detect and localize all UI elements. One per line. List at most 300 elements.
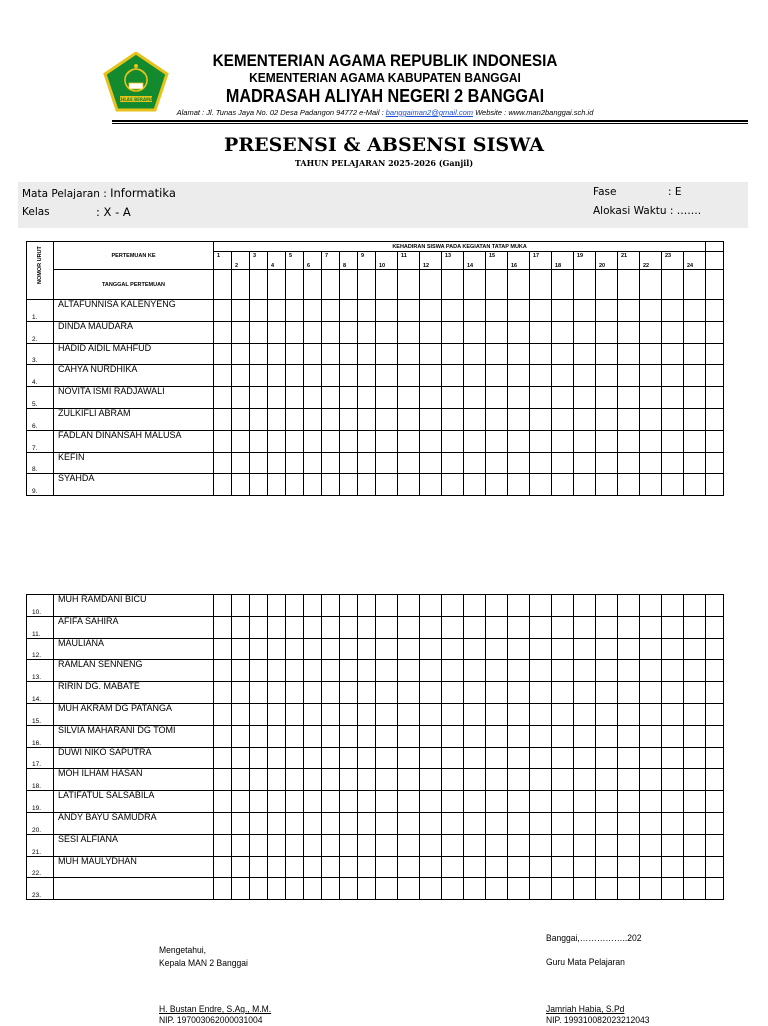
attendance-cell	[340, 474, 358, 496]
attendance-cell	[508, 408, 530, 430]
attendance-cell	[596, 878, 618, 900]
attendance-cell	[322, 430, 340, 452]
attendance-cell	[530, 595, 552, 617]
attendance-cell	[420, 452, 442, 474]
attendance-cell	[530, 812, 552, 834]
date-cell	[250, 270, 268, 300]
attendance-cell	[398, 747, 420, 769]
attendance-cell	[340, 769, 358, 791]
attendance-cell	[464, 408, 486, 430]
attendance-cell	[574, 408, 596, 430]
attendance-cell	[552, 595, 574, 617]
attendance-cell	[304, 791, 322, 813]
attendance-cell	[684, 747, 706, 769]
attendance-cell	[286, 769, 304, 791]
student-row	[27, 474, 724, 496]
attendance-cell	[376, 660, 398, 682]
attendance-cell	[304, 703, 322, 725]
attendance-cell	[684, 682, 706, 704]
attendance-cell	[640, 638, 662, 660]
attendance-cell	[486, 747, 508, 769]
attendance-cell	[376, 856, 398, 878]
attendance-cell	[596, 638, 618, 660]
attendance-cell	[508, 812, 530, 834]
attendance-cell	[398, 834, 420, 856]
attendance-cell	[420, 834, 442, 856]
attendance-cell	[358, 703, 376, 725]
attendance-cell	[214, 725, 232, 747]
attendance-cell	[268, 747, 286, 769]
attendance-cell	[618, 387, 640, 409]
attendance-cell	[286, 747, 304, 769]
attendance-cell	[662, 300, 684, 322]
date-cell	[684, 270, 706, 300]
attendance-cell	[530, 452, 552, 474]
tanggal-header: TANGGAL PERTEMUAN	[54, 270, 214, 300]
attendance-cell	[486, 660, 508, 682]
meeting-number: 21	[618, 252, 640, 270]
attendance-cell	[530, 616, 552, 638]
attendance-cell	[232, 682, 250, 704]
student-number: 2.	[27, 321, 54, 343]
attendance-cell	[596, 430, 618, 452]
attendance-cell	[574, 856, 596, 878]
attendance-cell	[618, 703, 640, 725]
attendance-cell	[486, 300, 508, 322]
attendance-cell	[618, 616, 640, 638]
attendance-cell	[662, 878, 684, 900]
attendance-cell	[684, 365, 706, 387]
attendance-cell	[304, 474, 322, 496]
attendance-cell	[376, 452, 398, 474]
attendance-cell	[358, 595, 376, 617]
attendance-cell	[322, 747, 340, 769]
attendance-cell	[530, 682, 552, 704]
attendance-cell	[486, 682, 508, 704]
attendance-cell	[640, 616, 662, 638]
student-row	[27, 452, 724, 474]
attendance-cell	[358, 387, 376, 409]
attendance-cell	[618, 430, 640, 452]
attendance-cell	[340, 452, 358, 474]
attendance-cell	[662, 408, 684, 430]
attendance-cell	[552, 703, 574, 725]
attendance-cell	[232, 408, 250, 430]
attendance-cell	[420, 595, 442, 617]
attendance-cell	[662, 452, 684, 474]
attendance-cell	[250, 725, 268, 747]
place-date: Banggai,……………..202	[546, 933, 642, 944]
student-name: MUH MAULYDHAN	[54, 856, 214, 878]
attendance-cell	[640, 321, 662, 343]
attendance-cell	[618, 856, 640, 878]
attendance-cell	[508, 365, 530, 387]
attendance-cell	[684, 387, 706, 409]
student-name: AFIFA SAHIRA	[54, 616, 214, 638]
attendance-cell	[358, 452, 376, 474]
meeting-number: 6	[304, 252, 322, 270]
attendance-cell	[530, 725, 552, 747]
attendance-cell	[640, 703, 662, 725]
attendance-cell	[684, 638, 706, 660]
attendance-cell	[574, 343, 596, 365]
attendance-cell	[486, 769, 508, 791]
attendance-cell	[268, 725, 286, 747]
attendance-cell	[398, 682, 420, 704]
attendance-cell	[464, 430, 486, 452]
date-cell	[442, 270, 464, 300]
date-cell	[304, 270, 322, 300]
attendance-cell	[486, 387, 508, 409]
attendance-cell	[706, 791, 724, 813]
attendance-cell	[464, 769, 486, 791]
attendance-cell	[442, 616, 464, 638]
date-cell	[574, 270, 596, 300]
attendance-cell	[232, 856, 250, 878]
attendance-cell	[486, 812, 508, 834]
attendance-table-page-1	[26, 241, 724, 496]
student-row	[27, 595, 724, 617]
attendance-cell	[508, 474, 530, 496]
attendance-cell	[552, 660, 574, 682]
attendance-cell	[662, 725, 684, 747]
student-number: 21.	[27, 834, 54, 856]
student-name	[54, 878, 214, 900]
attendance-cell	[530, 769, 552, 791]
attendance-cell	[640, 812, 662, 834]
attendance-cell	[574, 452, 596, 474]
attendance-cell	[684, 343, 706, 365]
attendance-cell	[640, 747, 662, 769]
attendance-cell	[530, 747, 552, 769]
attendance-cell	[684, 703, 706, 725]
attendance-cell	[464, 321, 486, 343]
attendance-cell	[508, 595, 530, 617]
attendance-cell	[376, 791, 398, 813]
attendance-cell	[420, 747, 442, 769]
attendance-cell	[286, 856, 304, 878]
attendance-cell	[464, 452, 486, 474]
attendance-cell	[358, 474, 376, 496]
attendance-cell	[508, 638, 530, 660]
student-number: 12.	[27, 638, 54, 660]
attendance-cell	[286, 452, 304, 474]
attendance-cell	[376, 300, 398, 322]
attendance-cell	[358, 682, 376, 704]
attendance-cell	[232, 725, 250, 747]
student-row	[27, 725, 724, 747]
attendance-cell	[340, 834, 358, 856]
attendance-cell	[552, 365, 574, 387]
date-cell	[508, 270, 530, 300]
attendance-cell	[684, 878, 706, 900]
attendance-cell	[464, 878, 486, 900]
date-cell	[286, 270, 304, 300]
attendance-cell	[640, 365, 662, 387]
attendance-cell	[596, 616, 618, 638]
attendance-cell	[684, 474, 706, 496]
address-suffix: Website : www.man2banggai.sch.id	[475, 108, 594, 117]
attendance-cell	[214, 769, 232, 791]
attendance-cell	[420, 365, 442, 387]
attendance-cell	[508, 725, 530, 747]
attendance-cell	[640, 452, 662, 474]
student-number: 18.	[27, 769, 54, 791]
date-cell	[376, 270, 398, 300]
principal-name: H. Bustan Endre, S.Ag., M.M.	[159, 1004, 272, 1015]
attendance-cell	[530, 660, 552, 682]
attendance-cell	[376, 812, 398, 834]
attendance-cell	[304, 365, 322, 387]
attendance-cell	[420, 856, 442, 878]
attendance-cell	[530, 856, 552, 878]
attendance-cell	[552, 812, 574, 834]
attendance-cell	[304, 725, 322, 747]
student-name: SYAHDA	[54, 474, 214, 496]
attendance-cell	[596, 725, 618, 747]
attendance-cell	[442, 452, 464, 474]
attendance-cell	[508, 616, 530, 638]
attendance-cell	[464, 703, 486, 725]
attendance-cell	[268, 408, 286, 430]
student-number: 7.	[27, 430, 54, 452]
attendance-cell	[286, 834, 304, 856]
student-row	[27, 703, 724, 725]
attendance-cell	[552, 725, 574, 747]
attendance-cell	[684, 321, 706, 343]
attendance-cell	[530, 638, 552, 660]
date-cell	[340, 270, 358, 300]
attendance-cell	[304, 321, 322, 343]
attendance-cell	[420, 878, 442, 900]
student-number: 1.	[27, 300, 54, 322]
attendance-cell	[304, 452, 322, 474]
student-name: ANDY BAYU SAMUDRA	[54, 812, 214, 834]
attendance-cell	[442, 660, 464, 682]
attendance-cell	[706, 408, 724, 430]
attendance-cell	[574, 321, 596, 343]
attendance-cell	[340, 343, 358, 365]
attendance-cell	[268, 365, 286, 387]
attendance-cell	[486, 856, 508, 878]
attendance-cell	[574, 834, 596, 856]
attendance-cell	[684, 452, 706, 474]
attendance-cell	[442, 430, 464, 452]
date-cell	[358, 270, 376, 300]
teacher-title: Guru Mata Pelajaran	[546, 957, 625, 968]
attendance-cell	[304, 408, 322, 430]
header-divider-thin	[112, 123, 748, 124]
attendance-cell	[250, 300, 268, 322]
meeting-number: 22	[640, 252, 662, 270]
attendance-cell	[464, 638, 486, 660]
attendance-cell	[486, 430, 508, 452]
attendance-cell	[618, 321, 640, 343]
attendance-cell	[304, 834, 322, 856]
student-name: MOH ILHAM HASAN	[54, 769, 214, 791]
attendance-cell	[340, 682, 358, 704]
attendance-cell	[250, 747, 268, 769]
attendance-cell	[304, 616, 322, 638]
attendance-cell	[596, 769, 618, 791]
attendance-cell	[640, 595, 662, 617]
attendance-cell	[442, 834, 464, 856]
attendance-cell	[574, 595, 596, 617]
student-number: 16.	[27, 725, 54, 747]
attendance-cell	[398, 791, 420, 813]
attendance-cell	[286, 812, 304, 834]
attendance-cell	[250, 452, 268, 474]
attendance-cell	[286, 703, 304, 725]
student-name: KEFIN	[54, 452, 214, 474]
attendance-cell	[268, 660, 286, 682]
subject-value: Informatika	[110, 186, 176, 200]
attendance-cell	[376, 474, 398, 496]
attendance-cell	[640, 660, 662, 682]
student-row	[27, 430, 724, 452]
attendance-cell	[420, 343, 442, 365]
attendance-cell	[322, 387, 340, 409]
attendance-cell	[464, 365, 486, 387]
attendance-cell	[358, 725, 376, 747]
attendance-cell	[618, 682, 640, 704]
attendance-cell	[640, 856, 662, 878]
attendance-cell	[618, 595, 640, 617]
attendance-cell	[508, 430, 530, 452]
address-prefix: Alamat : Jl. Tunas Jaya No. 02 Desa Padangon 94772 e-Mail :	[176, 108, 384, 117]
student-number: 23.	[27, 878, 54, 900]
acknowledged-label: Mengetahui,	[159, 945, 207, 956]
attendance-cell	[596, 387, 618, 409]
attendance-cell	[618, 725, 640, 747]
student-name: RIRIN DG. MABATE	[54, 682, 214, 704]
attendance-cell	[304, 638, 322, 660]
email-link[interactable]: banggaiman2@gmail.com	[385, 108, 474, 117]
attendance-cell	[358, 747, 376, 769]
attendance-cell	[574, 791, 596, 813]
attendance-cell	[618, 408, 640, 430]
attendance-cell	[358, 878, 376, 900]
attendance-cell	[706, 343, 724, 365]
kemenag-logo-icon	[103, 52, 169, 112]
attendance-cell	[464, 682, 486, 704]
attendance-cell	[322, 812, 340, 834]
attendance-cell	[552, 747, 574, 769]
meeting-number: 15	[486, 252, 508, 270]
attendance-cell	[232, 703, 250, 725]
student-name: SESI ALFIANA	[54, 834, 214, 856]
meeting-number: 24	[684, 252, 706, 270]
attendance-cell	[340, 856, 358, 878]
attendance-cell	[376, 747, 398, 769]
attendance-cell	[286, 365, 304, 387]
attendance-cell	[442, 682, 464, 704]
attendance-cell	[552, 616, 574, 638]
attendance-cell	[376, 878, 398, 900]
meeting-number: 2	[232, 252, 250, 270]
date-cell	[464, 270, 486, 300]
attendance-cell	[508, 834, 530, 856]
attendance-cell	[662, 747, 684, 769]
student-row	[27, 300, 724, 322]
attendance-cell	[376, 387, 398, 409]
attendance-cell	[420, 769, 442, 791]
attendance-cell	[322, 616, 340, 638]
attendance-cell	[706, 452, 724, 474]
attendance-cell	[268, 791, 286, 813]
attendance-cell	[442, 703, 464, 725]
attendance-cell	[662, 660, 684, 682]
attendance-cell	[442, 769, 464, 791]
attendance-cell	[486, 638, 508, 660]
school-heading: MADRASAH ALIYAH NEGERI 2 BANGGAI	[225, 86, 545, 106]
attendance-cell	[662, 365, 684, 387]
attendance-cell	[268, 321, 286, 343]
date-cell	[232, 270, 250, 300]
attendance-cell	[508, 452, 530, 474]
attendance-cell	[442, 638, 464, 660]
attendance-cell	[268, 387, 286, 409]
attendance-cell	[442, 321, 464, 343]
attendance-cell	[640, 430, 662, 452]
attendance-cell	[268, 300, 286, 322]
attendance-cell	[552, 430, 574, 452]
student-number: 4.	[27, 365, 54, 387]
attendance-cell	[442, 812, 464, 834]
attendance-cell	[640, 408, 662, 430]
attendance-cell	[684, 812, 706, 834]
student-row	[27, 638, 724, 660]
attendance-cell	[214, 365, 232, 387]
attendance-cell	[640, 791, 662, 813]
attendance-cell	[618, 747, 640, 769]
date-cell	[706, 270, 724, 300]
attendance-cell	[340, 660, 358, 682]
attendance-cell	[250, 660, 268, 682]
nomor-urut-header: NOMOR URUT	[27, 242, 54, 300]
attendance-cell	[250, 365, 268, 387]
attendance-cell	[662, 834, 684, 856]
attendance-cell	[214, 430, 232, 452]
attendance-cell	[214, 300, 232, 322]
attendance-cell	[286, 408, 304, 430]
attendance-cell	[398, 878, 420, 900]
attendance-cell	[340, 812, 358, 834]
attendance-cell	[574, 300, 596, 322]
attendance-cell	[322, 660, 340, 682]
attendance-cell	[214, 747, 232, 769]
attendance-cell	[376, 408, 398, 430]
student-number: 13.	[27, 660, 54, 682]
attendance-cell	[508, 343, 530, 365]
attendance-cell	[530, 321, 552, 343]
attendance-cell	[420, 638, 442, 660]
student-number: 17.	[27, 747, 54, 769]
attendance-cell	[464, 474, 486, 496]
attendance-cell	[214, 452, 232, 474]
attendance-cell	[268, 878, 286, 900]
attendance-cell	[574, 682, 596, 704]
attendance-cell	[398, 474, 420, 496]
attendance-cell	[376, 638, 398, 660]
student-row	[27, 856, 724, 878]
attendance-cell	[618, 834, 640, 856]
attendance-cell	[684, 430, 706, 452]
attendance-cell	[596, 791, 618, 813]
attendance-cell	[574, 365, 596, 387]
attendance-cell	[574, 660, 596, 682]
attendance-cell	[552, 408, 574, 430]
